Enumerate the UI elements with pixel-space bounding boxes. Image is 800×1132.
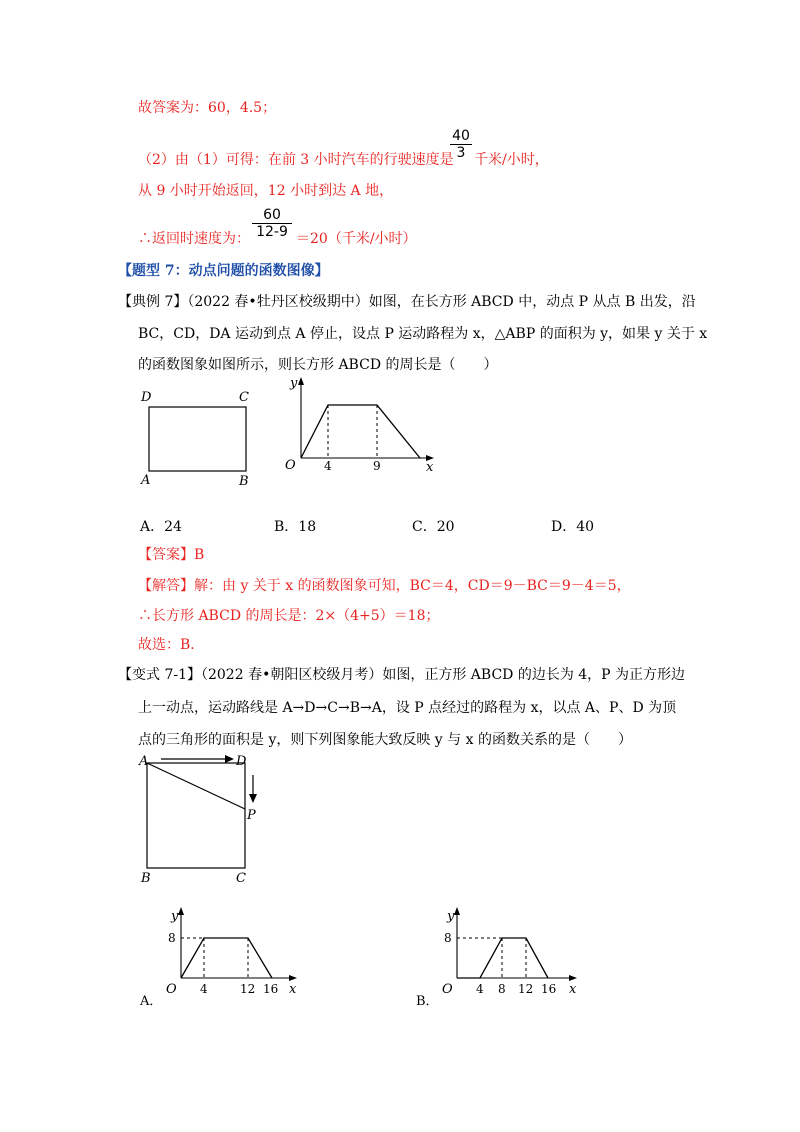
function-graph-example7 <box>280 375 445 475</box>
x-axis-arrow <box>569 975 577 981</box>
fraction-denominator: 3 <box>456 145 466 161</box>
label-a: A <box>139 754 149 769</box>
label-d: D <box>236 754 247 769</box>
fraction-60-12-9 <box>252 207 292 240</box>
label-a: A <box>141 473 151 488</box>
square-abcd-figure <box>135 750 270 890</box>
tick-8: 8 <box>498 982 506 996</box>
y-label: y <box>290 376 298 391</box>
tick-4: 4 <box>476 982 484 996</box>
rectangle-shape <box>149 407 246 471</box>
rectangle-abcd-figure <box>135 385 265 490</box>
origin-label: O <box>442 982 453 997</box>
label-c: C <box>239 390 249 405</box>
graph-line <box>181 938 272 978</box>
fraction-numerator: 60 <box>263 207 281 223</box>
option-a-graph <box>140 900 310 1015</box>
fraction-40-3 <box>450 128 472 161</box>
variant7-line-2: 上一动点，运动路线是 A→D→C→B→A，设 P 点经过的路程为 x，以点 A、P、D 为顶 <box>138 700 677 716</box>
tick-y-8: 8 <box>444 931 452 945</box>
option-c[interactable]: C．20 <box>412 519 455 535</box>
fraction-numerator: 40 <box>452 128 470 144</box>
y-label: y <box>171 909 179 924</box>
option-b[interactable]: B．18 <box>274 519 317 535</box>
x-label: x <box>569 982 577 997</box>
tick-12: 12 <box>240 982 256 996</box>
section-heading-type7: 【题型 7：动点问题的函数图像】 <box>118 263 329 279</box>
example7-line-1: 【典例 7】（2022 春•牡丹区校级期中）如图，在长方形 ABCD 中，动点 P 从点 B 出发，沿 <box>118 294 696 310</box>
variant7-line-1: 【变式 7-1】（2022 春•朝阳区校级月考）如图，正方形 ABCD 的边长为 4，P 为正方形边 <box>118 667 686 683</box>
arrow-down-head <box>249 794 257 803</box>
solution-line-4a: ∴返回时速度为： <box>138 231 250 247</box>
solution-line-2: ∴长方形 ABCD 的周长是：2×（4+5）＝18； <box>138 608 440 624</box>
origin-label: O <box>166 982 177 997</box>
example7-line-3: 的函数图象如图所示，则长方形 ABCD 的周长是（ ） <box>138 357 498 373</box>
square-shape <box>147 763 245 868</box>
graph-b-label[interactable]: B． <box>416 994 439 1009</box>
solution-line-3: 从 9 小时开始返回，12 小时到达 A 地， <box>138 183 394 199</box>
x-axis-arrow <box>289 975 297 981</box>
tick-y-8: 8 <box>168 931 176 945</box>
solution-line-2a: （2）由（1）可得：在前 3 小时汽车的行驶速度是 <box>138 152 454 168</box>
label-c: C <box>236 871 246 886</box>
label-b: B <box>141 871 151 886</box>
tick-16: 16 <box>541 982 557 996</box>
tick-4: 4 <box>200 982 208 996</box>
tick-16: 16 <box>263 982 279 996</box>
solution-line-4b: ＝20（千米/小时） <box>296 231 417 247</box>
tick-4: 4 <box>324 459 332 473</box>
y-label: y <box>447 909 455 924</box>
origin-label: O <box>285 458 296 473</box>
tick-12: 12 <box>518 982 534 996</box>
label-b: B <box>239 474 249 489</box>
option-d[interactable]: D．40 <box>551 519 595 535</box>
solution-line-1: 【解答】解：由 y 关于 x 的函数图象可知，BC＝4，CD＝9－BC＝9－4＝5， <box>138 578 631 594</box>
y-axis-arrow <box>454 907 460 915</box>
y-axis-arrow <box>178 907 184 915</box>
example7-line-2: BC，CD，DA 运动到点 A 停止，设点 P 运动路程为 x，△ABP 的面积为 y，如果 y 关于 x <box>138 326 708 342</box>
tick-9: 9 <box>373 459 381 473</box>
segment-ap <box>147 763 245 809</box>
arrow-a-to-d-head <box>225 755 234 763</box>
option-a[interactable]: A．24 <box>140 519 182 535</box>
answer-line-1: 故答案为：60，4.5； <box>138 100 277 116</box>
label-p: P <box>247 808 256 823</box>
x-label: x <box>426 460 434 475</box>
y-axis-arrow <box>298 377 304 385</box>
option-b-graph <box>416 900 591 1015</box>
variant7-line-3: 点的三角形的面积是 y，则下列图象能大致反映 y 与 x 的函数关系的是（ ） <box>138 732 632 748</box>
answer-label: 【答案】B <box>138 547 205 563</box>
graph-line <box>301 405 420 458</box>
graph-a-label[interactable]: A． <box>140 994 163 1009</box>
fraction-denominator: 12-9 <box>256 224 288 240</box>
label-d: D <box>141 390 152 405</box>
solution-line-2b: 千米/小时， <box>474 152 549 168</box>
solution-line-3: 故选：B． <box>138 637 205 653</box>
x-label: x <box>289 982 297 997</box>
